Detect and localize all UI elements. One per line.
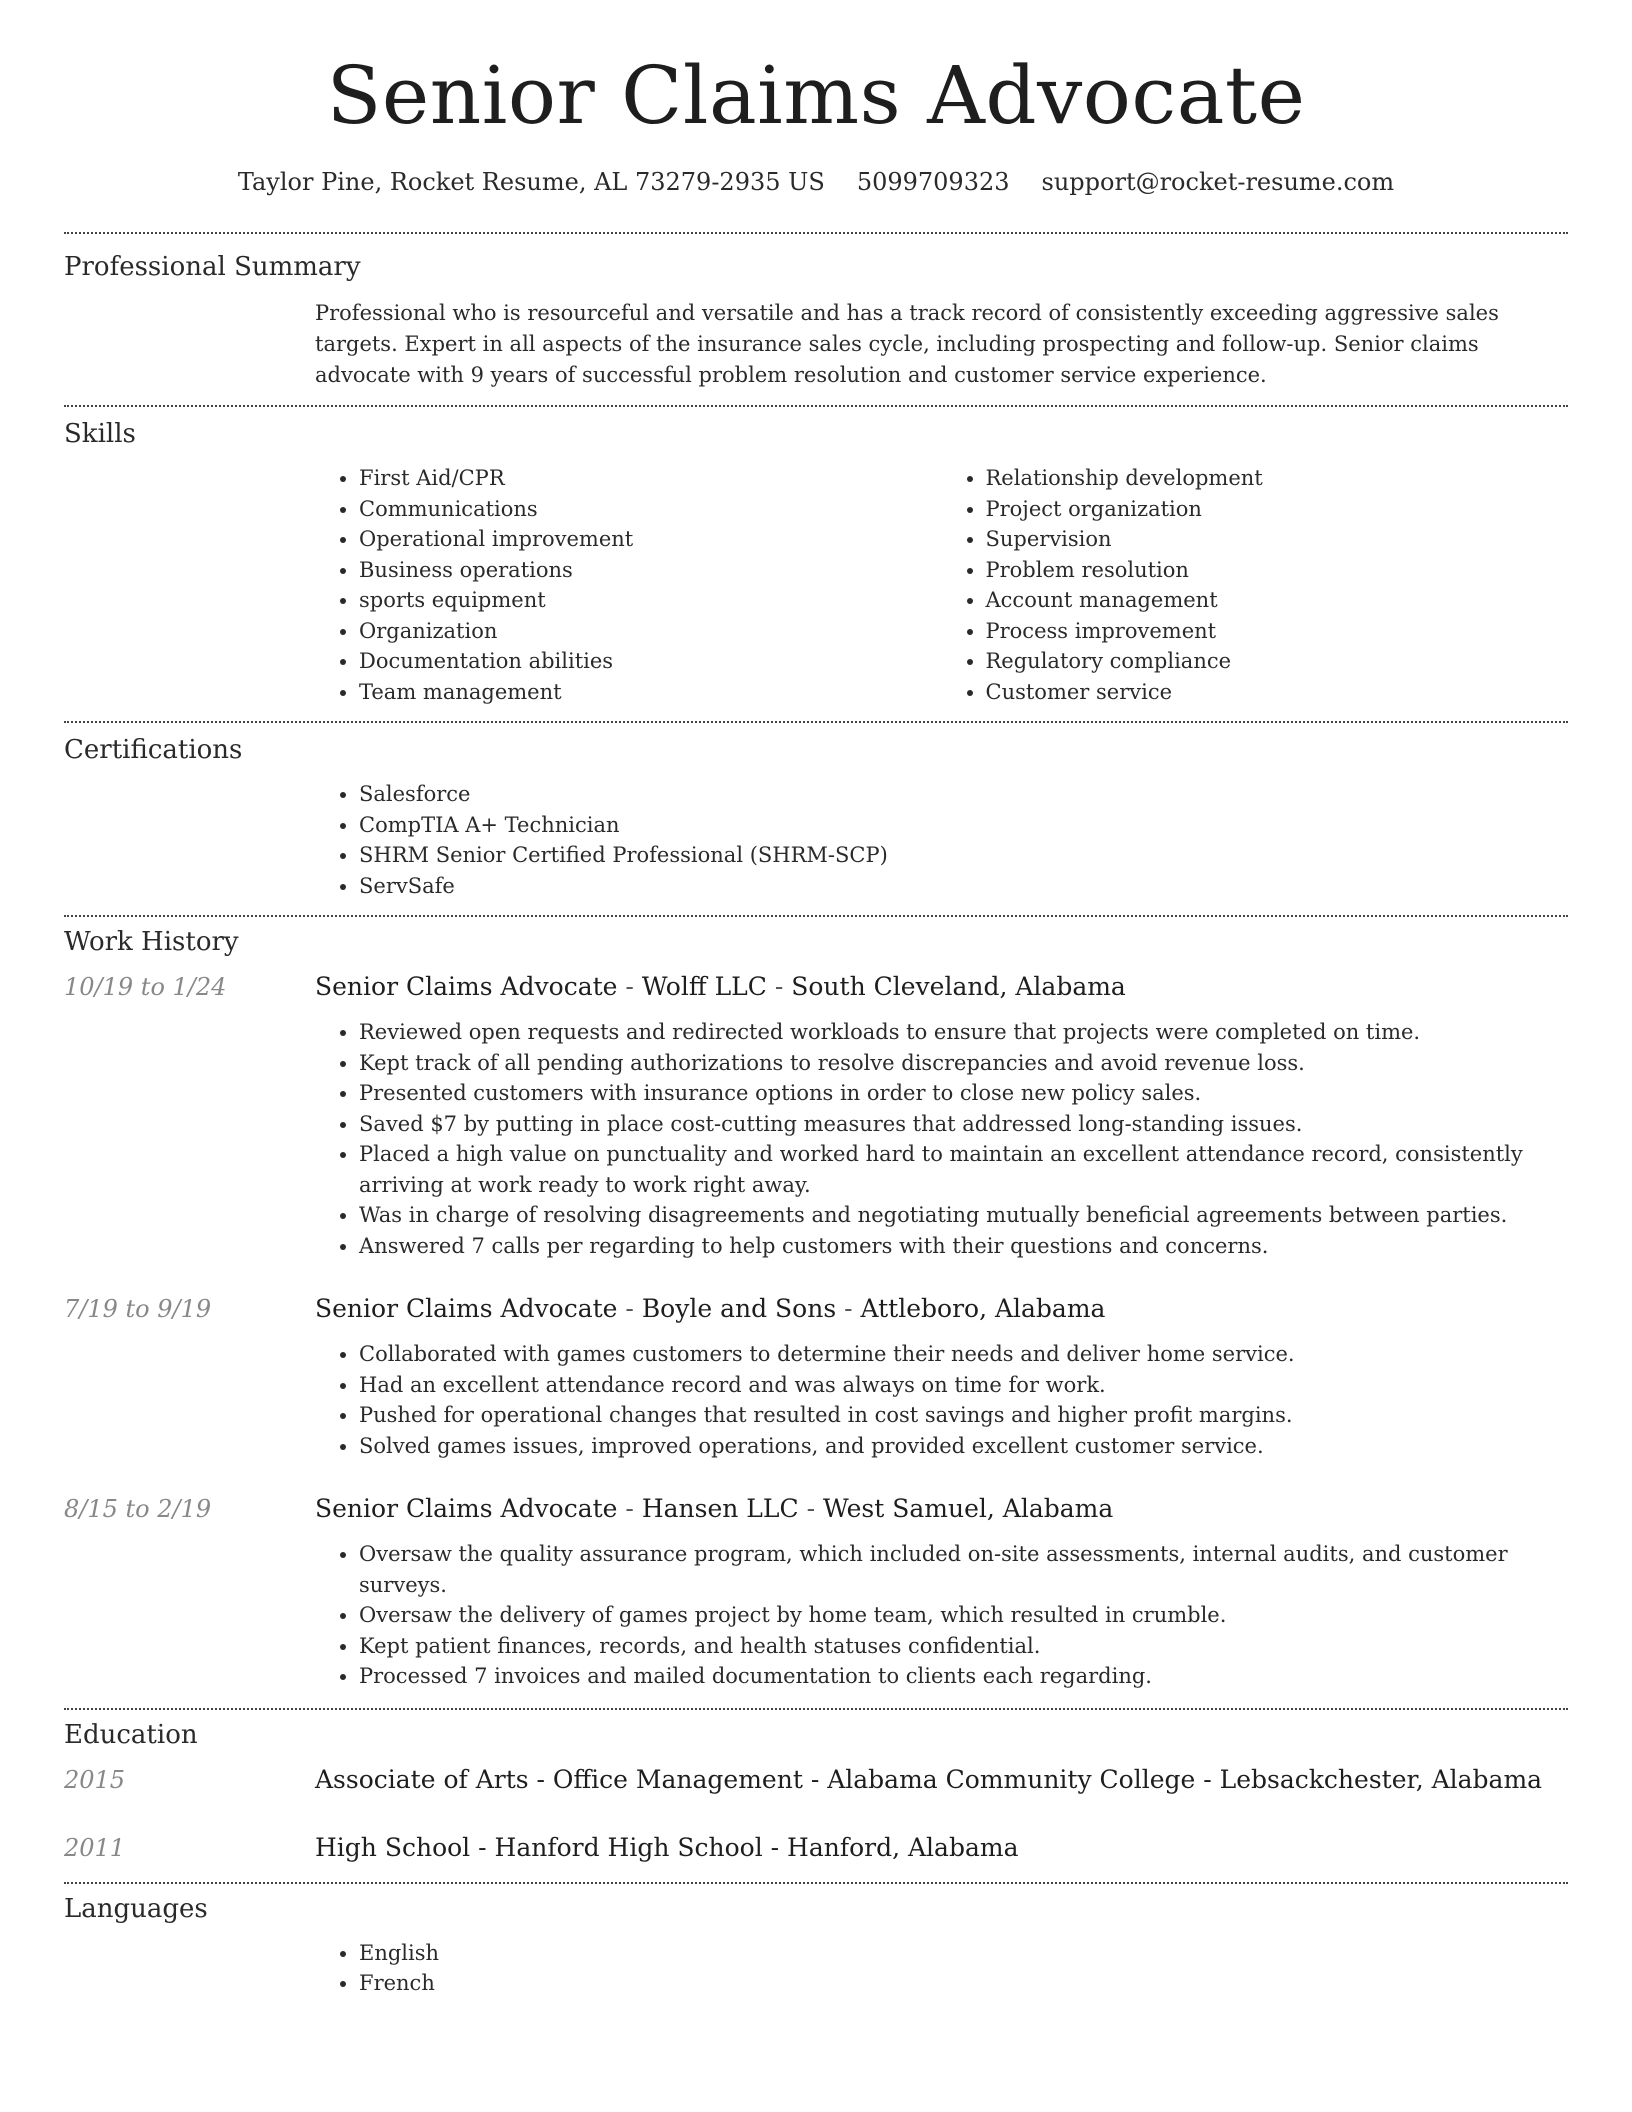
education-year: 2011 [64, 1833, 126, 1862]
list-item: • Communications [359, 494, 942, 525]
page-title: Senior Claims Advocate [326, 49, 1306, 142]
section-education [64, 1708, 1568, 1882]
list-item: • SHRM Senior Certified Professional (SHRM-SCP) [359, 840, 1568, 871]
list-item: • Was in charge of resolving disagreements and negotiating mutually beneficial agreements between parties. [359, 1200, 1568, 1231]
job-body [315, 1493, 1568, 1692]
job-bullets [315, 1339, 1568, 1461]
contact-email: support@rocket-resume.com [1041, 168, 1395, 196]
work-history-list [64, 971, 1568, 1708]
job-dates: 8/15 to 2/19 [64, 1495, 212, 1523]
job-location: Attleboro, Alabama [860, 1294, 1106, 1323]
list-item: • Relationship development [986, 463, 1569, 494]
section-title-work: Work History [64, 927, 239, 957]
section-work-history [64, 915, 1568, 1708]
job-title: Senior Claims Advocate - Boyle and Sons - Attleboro, Alabama [315, 1294, 1106, 1323]
list-item: • Presented customers with insurance options in order to close new policy sales. [359, 1078, 1568, 1109]
skills-list-right [942, 463, 1569, 707]
section-certifications [64, 721, 1568, 915]
education-entry [64, 1764, 1568, 1796]
list-item: • Organization [359, 616, 942, 647]
list-item: • Pushed for operational changes that resulted in cost savings and higher profit margins. [359, 1400, 1568, 1431]
section-title-education: Education [64, 1719, 198, 1750]
list-item: • Answered 7 calls per regarding to help customers with their questions and concerns. [359, 1231, 1568, 1262]
list-item: • Had an excellent attendance record and was always on time for work. [359, 1370, 1568, 1401]
job-location: West Samuel, Alabama [822, 1494, 1114, 1523]
languages-list-wrap [315, 1938, 1568, 2009]
skills-columns [315, 463, 1568, 721]
list-item: • sports equipment [359, 585, 942, 616]
skills-list-left [315, 463, 942, 707]
job-entry [64, 1293, 1568, 1461]
job-body [315, 971, 1568, 1261]
job-company: Hansen LLC [641, 1494, 799, 1523]
section-title-skills: Skills [64, 419, 136, 449]
section-summary [64, 232, 1568, 405]
list-item: • Supervision [986, 524, 1569, 555]
list-item: • CompTIA A+ Technician [359, 810, 1568, 841]
list-item: • Saved $7 by putting in place cost-cutting measures that addressed long-standing issues. [359, 1109, 1568, 1140]
job-dates: 7/19 to 9/19 [64, 1295, 212, 1323]
job-role: Senior Claims Advocate [315, 972, 618, 1001]
list-item: • English [359, 1938, 1568, 1969]
contact-line [0, 168, 1632, 196]
section-languages [64, 1882, 1568, 2009]
languages-list [315, 1938, 1568, 1999]
job-role: Senior Claims Advocate [315, 1294, 618, 1323]
list-item: • Problem resolution [986, 555, 1569, 586]
job-body [315, 1293, 1568, 1461]
certifications-list [315, 779, 1568, 901]
list-item: • Salesforce [359, 779, 1568, 810]
list-item: • Reviewed open requests and redirected workloads to ensure that projects were completed on time. [359, 1017, 1568, 1048]
contact-address: Taylor Pine, Rocket Resume, AL 73279-2935 US [237, 168, 825, 196]
list-item: • Placed a high value on punctuality and worked hard to maintain an excellent attendance record, consistently arriving at work ready to work right away. [359, 1139, 1568, 1200]
list-item: • ServSafe [359, 871, 1568, 902]
job-role: Senior Claims Advocate [315, 1494, 618, 1523]
education-text: High School - Hanford High School - Hanford, Alabama [315, 1832, 1019, 1862]
section-title-certifications: Certifications [64, 735, 243, 765]
contact-phone: 5099709323 [856, 168, 1010, 196]
list-item: • Regulatory compliance [986, 646, 1569, 677]
list-item: • Account management [986, 585, 1569, 616]
job-bullets [315, 1017, 1568, 1261]
job-company: Boyle and Sons [641, 1294, 837, 1323]
job-location: South Cleveland, Alabama [791, 972, 1126, 1001]
list-item: • Collaborated with games customers to determine their needs and deliver home service. [359, 1339, 1568, 1370]
list-item: • Oversaw the delivery of games project by home team, which resulted in crumble. [359, 1600, 1568, 1631]
job-title: Senior Claims Advocate - Hansen LLC - West Samuel, Alabama [315, 1494, 1114, 1523]
education-entry [64, 1832, 1568, 1864]
job-title: Senior Claims Advocate - Wolff LLC - South Cleveland, Alabama [315, 972, 1126, 1001]
list-item: • Kept patient finances, records, and health statuses confidential. [359, 1631, 1568, 1662]
list-item: • Documentation abilities [359, 646, 942, 677]
education-list [64, 1764, 1568, 1882]
list-item: • French [359, 1968, 1568, 1999]
job-entry [64, 971, 1568, 1261]
list-item: • Customer service [986, 677, 1569, 708]
section-skills [64, 405, 1568, 721]
list-item: • Team management [359, 677, 942, 708]
education-year: 2015 [64, 1765, 126, 1794]
list-item: • Solved games issues, improved operations, and provided excellent customer service. [359, 1431, 1568, 1462]
resume-header [0, 0, 1632, 196]
section-title-languages: Languages [64, 1893, 208, 1924]
summary-text: Professional who is resourceful and versatile and has a track record of consistently exceeding aggressive sales targets. Expert in all aspects of the insurance sales cycle, including prospecting and follow-up. Senior claims advocate with 9 years of successful problem resolution and customer service experience. [315, 301, 1499, 387]
certifications-list-wrap [315, 779, 1568, 915]
list-item: • Processed 7 invoices and mailed documentation to clients each regarding. [359, 1661, 1568, 1692]
list-item: • First Aid/CPR [359, 463, 942, 494]
list-item: • Oversaw the quality assurance program, which included on-site assessments, internal audits, and customer surveys. [359, 1539, 1568, 1600]
list-item: • Process improvement [986, 616, 1569, 647]
list-item: • Operational improvement [359, 524, 942, 555]
list-item: • Business operations [359, 555, 942, 586]
job-bullets [315, 1539, 1568, 1692]
education-text: Associate of Arts - Office Management - Alabama Community College - Lebsackchester, Alabama [315, 1764, 1543, 1794]
job-dates: 10/19 to 1/24 [64, 973, 227, 1001]
list-item: • Project organization [986, 494, 1569, 525]
section-title-summary: Professional Summary [64, 252, 361, 282]
job-company: Wolff LLC [641, 972, 767, 1001]
job-entry [64, 1493, 1568, 1692]
list-item: • Kept track of all pending authorizations to resolve discrepancies and avoid revenue loss. [359, 1048, 1568, 1079]
